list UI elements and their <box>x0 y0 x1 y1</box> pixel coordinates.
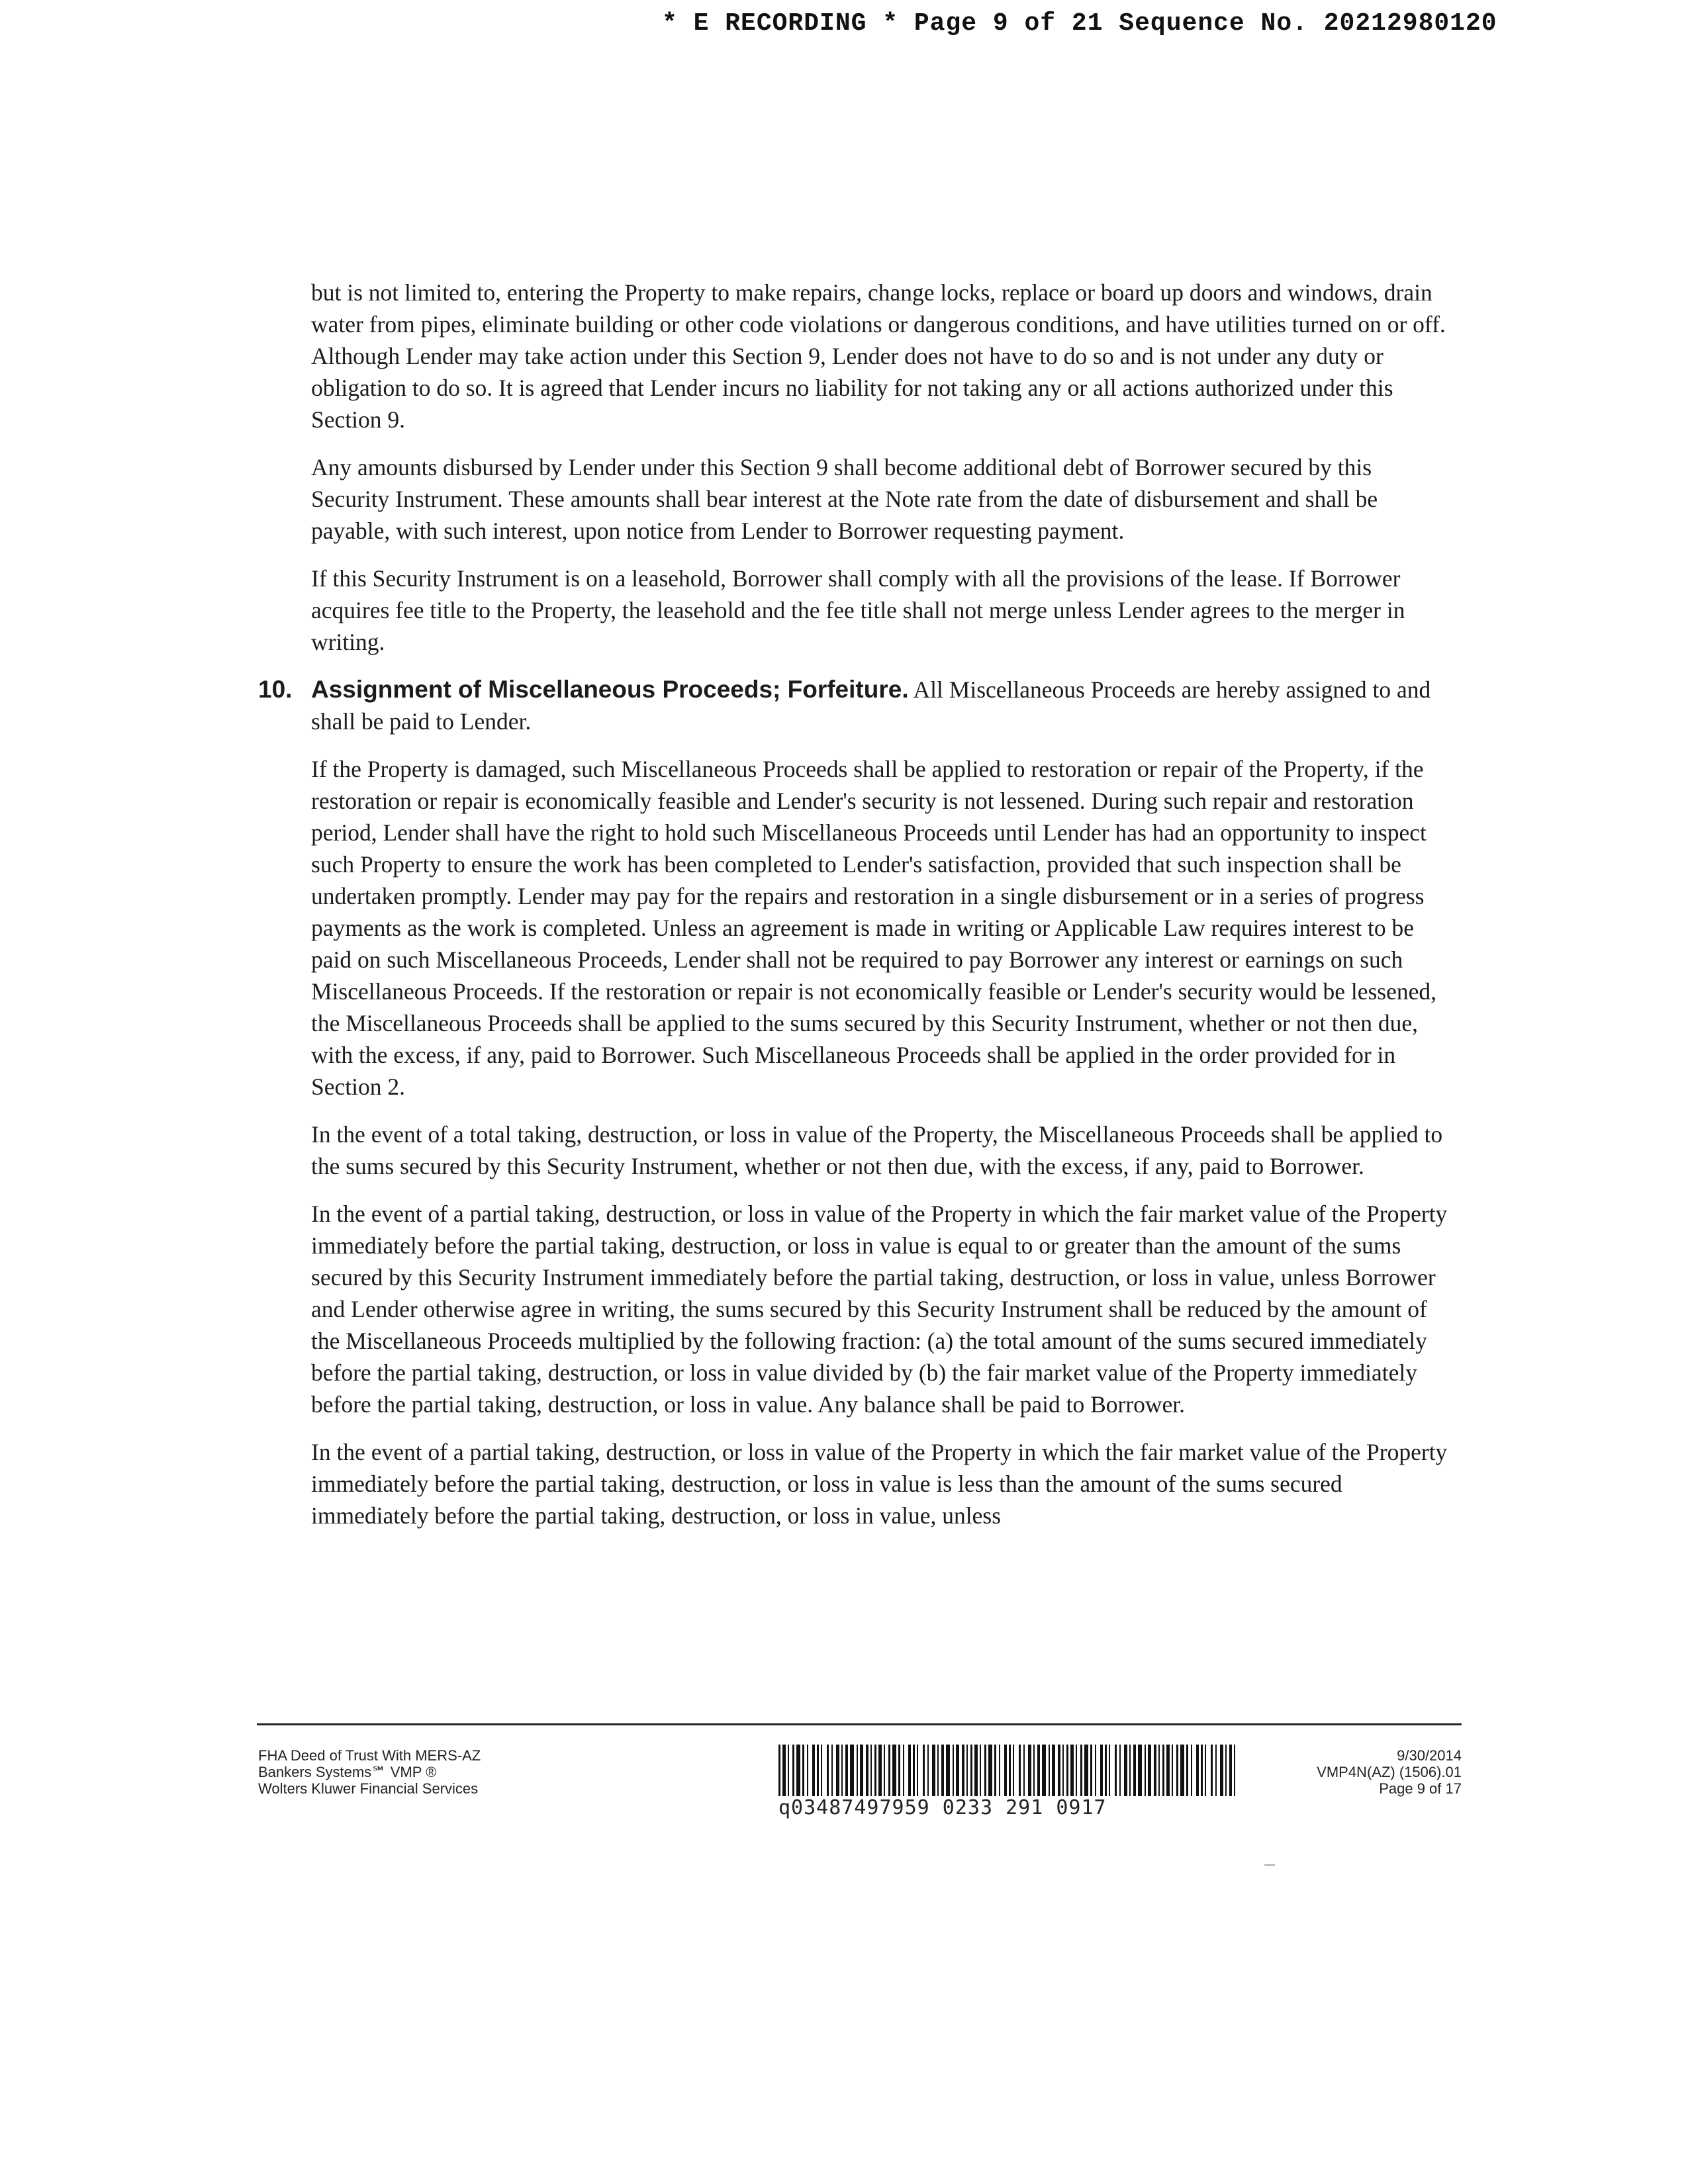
barcode-bar <box>796 1745 800 1796</box>
paragraph-total-taking: In the event of a total taking, destruction, or loss in value of the Property, the Miscellaneous Proceeds shall be applied to the sums secured by this Security Instrument, whether or not then due, with the excess, if any, paid to Borrower. <box>311 1121 1443 1179</box>
paragraph-partial-taking-less: In the event of a partial taking, destruction, or loss in value of the Property in which the fair market value of the Property immediately before the partial taking, destruction, or loss in value is less than the amount of the sums secured immediately before the partial taking, destruction, or loss in value, unless <box>311 1439 1448 1529</box>
barcode-bar <box>980 1745 981 1796</box>
barcode-bar <box>1124 1745 1127 1796</box>
barcode-bar <box>836 1745 839 1796</box>
paragraph-section9-actions: but is not limited to, entering the Property to make repairs, change locks, replace or board up doors and windows, drain water from pipes, eliminate building or other code violations or dangerous conditions, and have utilities turned on or off. Although Lender may take action under this Section 9, Lender does not have to do so and is not under any duty or obligation to do so. It is agreed that Lender incurs no liability for not taking any or all actions authorized under this Section 9. <box>311 279 1446 433</box>
scan-mark <box>1264 1864 1275 1866</box>
barcode-bar <box>898 1745 900 1796</box>
barcode-bar <box>932 1745 935 1796</box>
barcode-bar <box>866 1745 868 1796</box>
barcode-bar <box>946 1745 950 1796</box>
barcode-bar <box>778 1745 780 1796</box>
barcode-bar <box>1191 1745 1192 1796</box>
barcode-bar <box>888 1745 890 1796</box>
barcode-bar <box>1004 1745 1007 1796</box>
barcode-bar <box>1084 1745 1088 1796</box>
barcode-bar <box>988 1745 992 1796</box>
barcode-bar <box>860 1745 863 1796</box>
barcode-bar <box>1033 1745 1035 1796</box>
barcode-bar <box>1119 1745 1121 1796</box>
barcode-bar <box>1019 1745 1021 1796</box>
barcode-bar <box>1100 1745 1103 1796</box>
footer-date: 9/30/2014 <box>1397 1747 1462 1764</box>
barcode-bar <box>999 1745 1000 1796</box>
barcode-bar <box>923 1745 925 1796</box>
footer-form-code: VMP4N(AZ) (1506).01 <box>1317 1764 1462 1780</box>
section-title: Assignment of Miscellaneous Proceeds; Forfeiture. <box>311 676 909 703</box>
barcode-bar <box>1133 1745 1136 1796</box>
paragraph-section9-disbursed: Any amounts disbursed by Lender under this Section 9 shall become additional debt of Borrower secured by this Security Instrument. These amounts shall bear interest at the Note rate from the date of disbursement and shall be payable, with such interest, upon notice from Lender to Borrower requesting payment. <box>311 454 1378 544</box>
section-lead-text: All Miscellaneous Proceeds are hereby assigned to and shall be paid to Lender. <box>311 676 1431 735</box>
barcode-bar <box>1220 1745 1223 1796</box>
barcode-bar <box>1058 1745 1060 1796</box>
barcode-bar <box>1066 1745 1068 1796</box>
barcode-bar <box>1076 1745 1077 1796</box>
barcode-bar <box>941 1745 944 1796</box>
barcode-bar <box>1028 1745 1031 1796</box>
barcode-bar <box>1095 1745 1096 1796</box>
barcode-bar <box>802 1745 804 1796</box>
barcode-bar <box>937 1745 939 1796</box>
barcode-bar <box>913 1745 915 1796</box>
document-body <box>258 277 1450 1547</box>
barcode-bar <box>974 1745 978 1796</box>
footer-company: Wolters Kluwer Financial Services <box>258 1780 479 1797</box>
barcode-bar <box>1145 1745 1146 1796</box>
recording-header: * E RECORDING * Page 9 of 21 Sequence No. 20212980120 <box>662 9 1497 38</box>
barcode-bar <box>1234 1745 1235 1796</box>
barcode-bar <box>1105 1745 1107 1796</box>
barcode-bar <box>884 1745 885 1796</box>
paragraph-section9-leasehold: If this Security Instrument is on a leasehold, Borrower shall comply with all the provisions of the lease. If Borrower acquires fee title to the Property, the leasehold and the fee title shall not merge unless Lender agrees to the merger in writing. <box>311 565 1405 655</box>
barcode-bar <box>1162 1745 1164 1796</box>
barcode-bar <box>1176 1745 1178 1796</box>
barcode-bar <box>1138 1745 1142 1796</box>
barcode-bar <box>1042 1745 1046 1796</box>
barcode-bar <box>927 1745 929 1796</box>
barcode-bar <box>1023 1745 1025 1796</box>
barcode-bar <box>1080 1745 1082 1796</box>
paragraph-partial-taking-equal: In the event of a partial taking, destruction, or loss in value of the Property in which the fair market value of the Property immediately before the partial taking, destruction, or loss in value is equal to or greater than the amount of the sums secured by this Security Instrument immediately before the partial taking, destruction, or loss in value, unless Borrower and Lender otherwise agree in writing, the sums secured by this Security Instrument shall be reduced by the amount of the Miscellaneous Proceeds multiplied by the following fraction: (a) the total amount of the sums secured immediately before the partial taking, destruction, or loss in value divided by (b) the fair market value of the Property immediately before the partial taking, destruction, or loss in value. Any balance shall be paid to Borrower. <box>311 1201 1448 1418</box>
barcode-bar <box>1229 1745 1232 1796</box>
barcode-bar <box>841 1745 843 1796</box>
barcode-bar <box>1052 1745 1055 1796</box>
barcode-bar <box>1166 1745 1170 1796</box>
barcode-bar <box>1154 1745 1156 1796</box>
barcode-bar <box>1115 1745 1117 1796</box>
barcode-bar <box>1196 1745 1199 1796</box>
barcode-bar <box>970 1745 972 1796</box>
barcode-bar <box>1090 1745 1092 1796</box>
barcode-bar <box>807 1745 808 1796</box>
barcode-bar <box>953 1745 954 1796</box>
barcode-bar <box>1158 1745 1160 1796</box>
barcode-bar <box>827 1745 829 1796</box>
barcode-bar <box>1172 1745 1173 1796</box>
section-10-heading <box>258 674 1450 737</box>
barcode-bar <box>1009 1745 1011 1796</box>
barcode-bar <box>817 1745 819 1796</box>
barcode-bar <box>821 1745 822 1796</box>
barcode-bar <box>892 1745 896 1796</box>
barcode-bar <box>1109 1745 1110 1796</box>
barcode-bar <box>870 1745 872 1796</box>
barcode-bar <box>917 1745 918 1796</box>
barcode-bar <box>1049 1745 1050 1796</box>
barcode-bar <box>1186 1745 1188 1796</box>
barcode-bar <box>782 1745 786 1796</box>
barcode-bar <box>878 1745 882 1796</box>
barcode-bar <box>962 1745 964 1796</box>
barcode-bar <box>908 1745 911 1796</box>
barcode-bar <box>1211 1745 1213 1796</box>
barcode-bar <box>850 1745 854 1796</box>
barcode-bar <box>984 1745 986 1796</box>
barcode-icon <box>778 1745 1235 1796</box>
barcode-bar <box>1062 1745 1064 1796</box>
barcode-bar <box>845 1745 848 1796</box>
barcode-bar <box>1148 1745 1151 1796</box>
barcode-bar <box>1070 1745 1074 1796</box>
paragraph-property-damaged: If the Property is damaged, such Miscellaneous Proceeds shall be applied to restoration or repair of the Property, if the restoration or repair is economically feasible and Lender's security is not lessened. During such repair and restoration period, Lender shall have the right to hold such Miscellaneous Proceeds until Lender has had an opportunity to inspect such Property to ensure the work has been completed to Lender's satisfaction, provided that such inspection shall be undertaken promptly. Lender may pay for the repairs and restoration in a single disbursement or in a series of progress payments as the work is completed. Unless an agreement is made in writing or Applicable Law requires interest to be paid on such Miscellaneous Proceeds, Lender shall not be required to pay Borrower any interest or earnings on such Miscellaneous Proceeds. If the restoration or repair is not economically feasible or Lender's security would be lessened, the Miscellaneous Proceeds shall be applied to the sums secured by this Security Instrument, whether or not then due, with the excess, if any, paid to Borrower. Such Miscellaneous Proceeds shall be applied in the order provided for in Section 2. <box>311 756 1436 1100</box>
barcode-bar <box>1129 1745 1131 1796</box>
barcode-bar <box>812 1745 815 1796</box>
barcode-bar <box>788 1745 789 1796</box>
barcode-bar <box>966 1745 968 1796</box>
barcode-bar <box>1201 1745 1203 1796</box>
barcode-number: q03487497959 0233 291 0917 <box>778 1796 1107 1819</box>
footer-publisher: Bankers Systems℠ VMP ® <box>258 1764 437 1780</box>
footer-form-title: FHA Deed of Trust With MERS-AZ <box>258 1747 481 1764</box>
barcode-bar <box>792 1745 794 1796</box>
barcode-bar <box>1215 1745 1217 1796</box>
barcode-bar <box>994 1745 996 1796</box>
footer-form-info <box>258 1747 655 1797</box>
barcode-bar <box>903 1745 904 1796</box>
barcode-bar <box>874 1745 876 1796</box>
footer-divider <box>257 1723 1462 1725</box>
barcode-bar <box>1013 1745 1014 1796</box>
footer-page-number: Page 9 of 17 <box>1379 1780 1462 1797</box>
barcode-bar <box>857 1745 858 1796</box>
barcode-bar <box>1225 1745 1227 1796</box>
section-number: 10. <box>258 676 293 703</box>
barcode-bar <box>1037 1745 1040 1796</box>
barcode-bar <box>1180 1745 1184 1796</box>
footer-form-meta <box>1244 1747 1462 1797</box>
barcode-bar <box>1205 1745 1206 1796</box>
barcode-bar <box>956 1745 959 1796</box>
barcode-bar <box>831 1745 833 1796</box>
